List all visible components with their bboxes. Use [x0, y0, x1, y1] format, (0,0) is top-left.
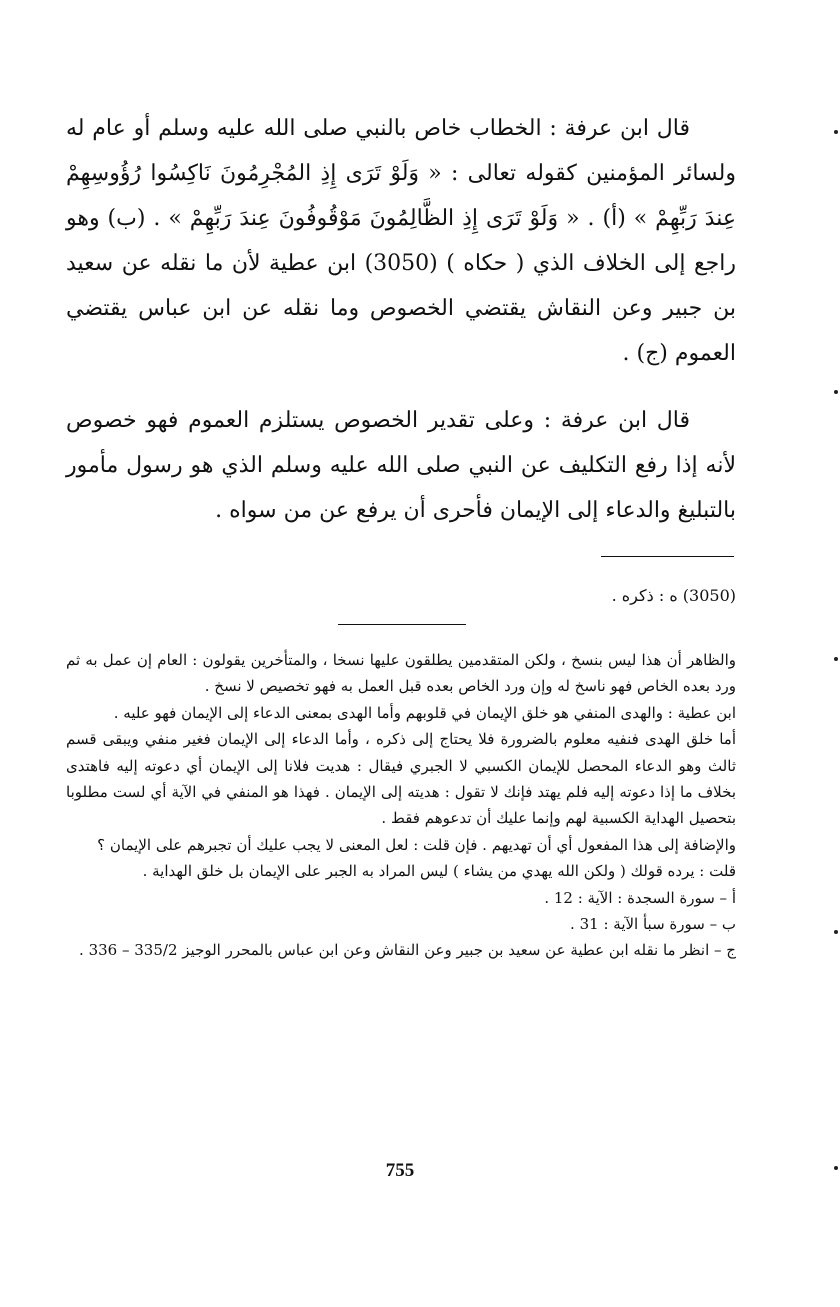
- margin-mark: [834, 390, 838, 394]
- footnote-paragraph: قلت : يرده قولك ( ولكن الله يهدي من يشاء ) ليس المراد به الجبر على الإيمان بل خلق الهداية .: [142, 862, 736, 881]
- page-number: 755: [385, 1160, 415, 1181]
- footnote-paragraph: والظاهر أن هذا ليس بنسخ ، ولكن المتقدمين يطلقون عليها نسخا ، والمتأخرين يقولون : العام إن عمل به ثم ورد بعده الخاص فهو ناسخ له وإن ورد الخاص بعده قبل العمل به فهو تخصيص لا نسخ .: [66, 651, 736, 696]
- margin-mark: [834, 1166, 838, 1170]
- reference-item: ج – انظر ما نقله ابن عطية عن سعيد بن جبير وعن النقاش وعن ابن عباس بالمحرر الوجيز 335/2 – 336 .: [79, 941, 736, 960]
- footnotes-block: [66, 647, 736, 964]
- paragraph-text: قال ابن عرفة : وعلى تقدير الخصوص يستلزم العموم فهو خصوص لأنه إذا رفع التكليف عن النبي صلى الله عليه وسلم الذي هو رسول مأمور بالتبليغ والدعاء إلى الإيمان فأحرى أن يرفع عن من سواه .: [66, 408, 736, 523]
- reference-item: أ – سورة السجدة : الآية : 12 .: [544, 888, 736, 907]
- main-paragraph-2: [66, 398, 736, 533]
- footnote-paragraph: ابن عطية : والهدى المنفي هو خلق الإيمان في قلوبهم وأما الهدى بمعنى الدعاء إلى الإيمان فهو عليه .: [113, 703, 736, 722]
- margin-mark: [834, 930, 838, 934]
- footnote-paragraph: والإضافة إلى هذا المفعول أي أن تهديهم . فإن قلت : لعل المعنى لا يجب عليك أن تجبرهم على الإيمان ؟: [97, 835, 736, 854]
- margin-mark: [834, 130, 838, 134]
- footnote-paragraph: أما خلق الهدى فنفيه معلوم بالضرورة فلا يحتاج إلى ذكره ، وأما الدعاء إلى الإيمان فغير منفي ويبقى قسم ثالث وهو الدعاء المحصل للإيمان الكسبي لا الجبري فيقال : هديت فلانا إلى الإيمان أي دعوته إليه فاهتدى بخلاف ما إذا دعوته إليه فلم يهتد فإنك لا تقول : هديته إلى الإيمان . فهذا هو المنفي في الآية أي لست مطلوبا بتحصيل الهداية الكسبية لهم وإنما عليك أن تدعوهم فقط .: [66, 730, 736, 828]
- footnote-separator-rule: [601, 556, 734, 557]
- main-paragraph-1: [66, 106, 736, 376]
- margin-mark: [834, 657, 838, 661]
- commentary-separator-rule: [338, 624, 466, 625]
- variant-note: (3050) ه : ذكره .: [611, 586, 736, 605]
- reference-item: ب – سورة سبأ الآية : 31 .: [570, 915, 736, 934]
- paragraph-text: قال ابن عرفة : الخطاب خاص بالنبي صلى الله عليه وسلم أو عام له ولسائر المؤمنين كقوله تعالى : « وَلَوْ تَرَى إِذِ المُجْرِمُونَ نَاكِسُوا رُؤُوسِهِمْ عِندَ رَبِّهِمْ » (أ) . « وَلَوْ تَرَى إِذِ الظَّالِمُونَ مَوْقُوفُونَ عِندَ رَبِّهِمْ » . (ب) وهو راجع إلى الخلاف الذي ( حكاه ) (3050) ابن عطية لأن ما نقله عن سعيد بن جبير وعن النقاش يقتضي الخصوص وما نقله عن ابن عباس يقتضي العموم (ج) .: [66, 116, 736, 366]
